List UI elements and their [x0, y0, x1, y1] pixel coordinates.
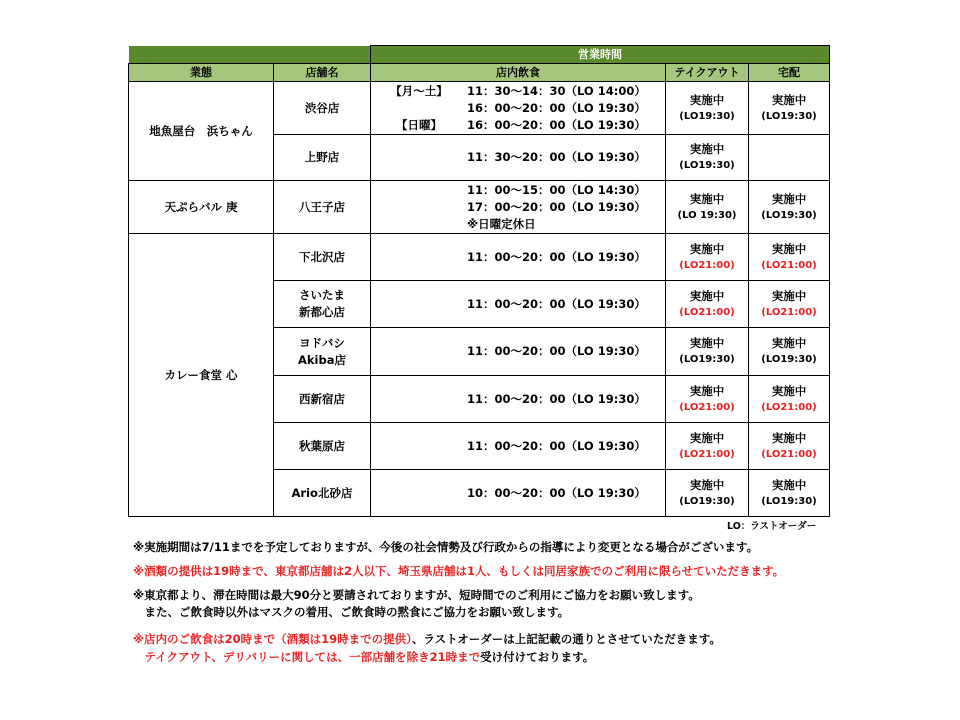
store-name: [274, 470, 371, 517]
takeout-cell: [666, 82, 749, 135]
last-order-time: (LO21:00): [679, 259, 735, 271]
last-order-time: (LO21:00): [679, 306, 735, 318]
hours-line: [371, 199, 665, 216]
store-name-line: 八王子店: [299, 199, 345, 214]
hours-line: [371, 83, 665, 100]
store-name: [274, 82, 371, 135]
note-text: ※実施期間は7/11までを予定しておりますが、今後の社会情勢及び行政からの指導により変更となる場合がございます。: [133, 540, 758, 554]
takeout-cell: [666, 135, 749, 181]
hours-line: [371, 182, 665, 199]
last-order-time: (LO19:30): [679, 495, 735, 507]
service-status: 実施中: [689, 430, 725, 445]
last-order-time: (LO21:00): [761, 306, 817, 318]
delivery-cell: [749, 328, 830, 376]
last-order-time: (LO19:30): [679, 110, 735, 122]
hours-line: [371, 249, 665, 266]
hours-time: 10：00～20：00（LO 19:30）: [467, 485, 646, 500]
service-status: 実施中: [689, 477, 725, 492]
col-category: 業態: [129, 64, 274, 82]
store-name-line: 上野店: [304, 150, 340, 164]
dine-in-hours: [371, 470, 666, 517]
lo-legend: LO：ラストオーダー: [727, 521, 817, 532]
last-order-time: (LO 19:30): [677, 209, 737, 221]
store-name-line: 新都心店: [299, 305, 345, 319]
takeout-cell: [666, 281, 749, 328]
dine-in-hours: [371, 281, 666, 328]
store-name-line: 渋谷店: [304, 100, 340, 115]
last-order-time: (LO21:00): [679, 448, 735, 460]
store-name: [274, 423, 371, 470]
hours-line: [371, 391, 665, 408]
note-text: また、ご飲食時以外はマスクの着用、ご飲食時の黙食にご協力をお願い致します。: [133, 605, 570, 619]
table-row: [129, 181, 830, 234]
hours-time: 11：00～20：00（LO 19:30）: [467, 296, 646, 311]
service-status: 実施中: [689, 92, 725, 107]
col-dine-in: 店内飲食: [371, 64, 666, 82]
delivery-cell: [749, 234, 830, 281]
service-status: 実施中: [771, 92, 807, 107]
dine-in-hours: [371, 376, 666, 423]
hours-line: [371, 117, 665, 134]
takeout-cell: [666, 181, 749, 234]
store-name-line: Akiba店: [298, 352, 346, 367]
hours-time: 11：00～20：00（LO 19:30）: [467, 391, 646, 406]
hours-time: 11：30～20：00（LO 19:30）: [467, 150, 646, 164]
col-takeout: テイクアウト: [666, 64, 749, 82]
last-order-time: (LO19:30): [761, 110, 817, 122]
note-takeout-delivery: [133, 650, 594, 665]
hours-day: 【月～土】: [390, 83, 448, 98]
dine-in-hours: [371, 82, 666, 135]
hours-time: 11：00～20：00（LO 19:30）: [467, 344, 646, 358]
last-order-time: (LO21:00): [761, 259, 817, 271]
takeout-cell: [666, 423, 749, 470]
service-status: 実施中: [689, 241, 725, 256]
brand-name: 天ぷらバル 庚: [129, 181, 274, 234]
note-text: 受け付けております。: [480, 650, 595, 664]
store-name: [274, 281, 371, 328]
service-status: 実施中: [689, 142, 725, 156]
service-status: 実施中: [689, 336, 725, 350]
store-name: [274, 135, 371, 181]
service-status: 実施中: [689, 383, 725, 398]
hours-line: [371, 438, 665, 455]
col-delivery: 宅配: [749, 64, 830, 82]
store-name: [274, 181, 371, 234]
store-name-line: さいたま: [299, 288, 345, 302]
dine-in-hours: [371, 328, 666, 376]
takeout-cell: [666, 234, 749, 281]
store-name-line: Ario北砂店: [291, 485, 353, 500]
store-name-line: 秋葉原店: [299, 438, 345, 453]
note-dine-in-hours: [133, 632, 721, 647]
delivery-cell: [749, 135, 830, 181]
hours-line: [371, 296, 665, 313]
store-name-line: 下北沢店: [299, 249, 345, 264]
hours-line: [371, 216, 665, 233]
takeout-cell: [666, 376, 749, 423]
service-status: 実施中: [771, 430, 807, 445]
delivery-cell: [749, 281, 830, 328]
note-text: テイクアウト、デリバリーに関しては、一部店舗を除き21時まで: [133, 650, 481, 664]
dine-in-hours: [371, 234, 666, 281]
note-text: ※酒類の提供は19時まで、東京都店舗は2人以下、埼玉県店舗は1人、もしくは同居家族でのご利用に限らせていただきます。: [133, 564, 785, 578]
note-mask: [133, 605, 569, 620]
store-name: [274, 376, 371, 423]
dine-in-hours: [371, 135, 666, 181]
last-order-time: (LO19:30): [679, 160, 735, 171]
service-status: 実施中: [771, 477, 807, 492]
table-row: [129, 234, 830, 281]
delivery-cell: [749, 82, 830, 135]
dine-in-hours: [371, 181, 666, 234]
note-stay-time: [133, 588, 700, 603]
hours-time: 11：00～20：00（LO 19:30）: [467, 438, 646, 453]
takeout-cell: [666, 328, 749, 376]
last-order-time: (LO19:30): [761, 209, 817, 221]
brand-name: カレー食堂 心: [129, 234, 274, 517]
store-name-line: ヨドバシ: [299, 335, 345, 350]
hours-time: 11：00～20：00（LO 19:30）: [467, 249, 646, 264]
hours-time: 17：00～20：00（LO 19:30）: [467, 199, 646, 214]
note-text: ※東京都より、滞在時間は最大90分と要請されておりますが、短時間でのご利用にご協力をお願い致します。: [133, 588, 700, 602]
delivery-cell: [749, 470, 830, 517]
delivery-cell: [749, 423, 830, 470]
hours-day: 【日曜】: [396, 117, 442, 132]
delivery-cell: [749, 376, 830, 423]
last-order-time: (LO19:30): [679, 354, 735, 365]
business-hours-header: 営業時間: [371, 46, 830, 64]
hours-time: 11：30～14：30（LO 14:00）: [467, 83, 646, 98]
takeout-cell: [666, 470, 749, 517]
business-hours-table: [128, 45, 830, 517]
last-order-time: (LO21:00): [761, 448, 817, 460]
service-status: 実施中: [771, 336, 807, 350]
last-order-time: (LO19:30): [761, 354, 817, 365]
table-row: [129, 82, 830, 135]
hours-time: 16：00～20：00（LO 19:30）: [467, 117, 646, 132]
store-name: [274, 234, 371, 281]
note-text: 、ラストオーダーは上記記載の通りとさせていただきます。: [411, 632, 721, 646]
delivery-cell: [749, 181, 830, 234]
last-order-time: (LO21:00): [679, 401, 735, 413]
header-group-row: [129, 46, 830, 64]
note-text: ※店内のご飲食は20時まで（酒類は19時までの提供）: [133, 632, 412, 646]
store-name: [274, 328, 371, 376]
hours-line: [371, 100, 665, 117]
column-header-row: [129, 64, 830, 82]
service-status: 実施中: [689, 288, 725, 303]
col-store: 店舗名: [274, 64, 371, 82]
last-order-time: (LO19:30): [761, 495, 817, 507]
hours-time: 11：00～15：00（LO 14:30）: [467, 182, 646, 197]
hours-line: [371, 485, 665, 502]
service-status: 実施中: [689, 191, 725, 206]
dine-in-hours: [371, 423, 666, 470]
last-order-time: (LO21:00): [761, 401, 817, 413]
service-status: 実施中: [771, 191, 807, 206]
brand-name: 地魚屋台 浜ちゃん: [129, 82, 274, 181]
service-status: 実施中: [771, 383, 807, 398]
hours-time: ※日曜定休日: [467, 216, 536, 231]
note-period: [133, 540, 758, 555]
service-status: 実施中: [771, 288, 807, 303]
hours-time: 16：00～20：00（LO 19:30）: [467, 100, 646, 115]
note-alcohol: [133, 564, 784, 579]
store-name-line: 西新宿店: [299, 391, 345, 406]
service-status: 実施中: [771, 241, 807, 256]
hours-line: [371, 149, 665, 166]
hours-line: [371, 343, 665, 360]
